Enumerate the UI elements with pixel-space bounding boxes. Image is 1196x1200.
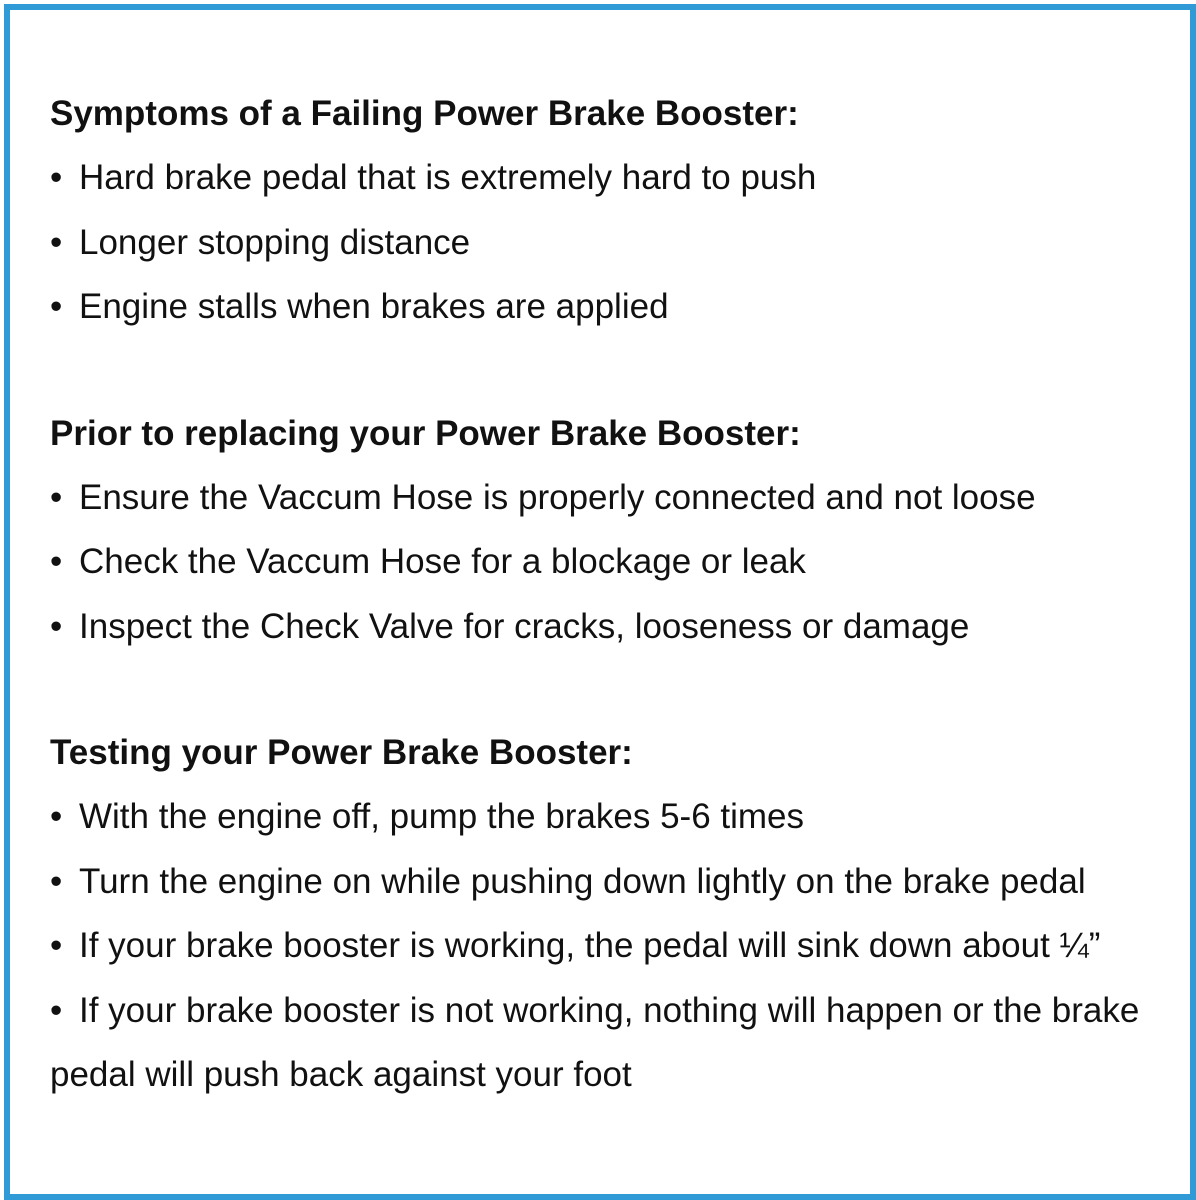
section-heading-symptoms: Symptoms of a Failing Power Brake Booster: (50, 94, 799, 133)
list-item-text: Check the Vaccum Hose for a blockage or leak (79, 542, 806, 581)
list-item-text: Ensure the Vaccum Hose is properly connected and not loose (79, 477, 1036, 517)
bullet-icon: • (50, 861, 63, 901)
list-item-text: Hard brake pedal that is extremely hard to push (79, 158, 817, 197)
info-card-frame (4, 4, 1196, 1200)
symptoms-list (50, 146, 1170, 340)
list-item-text: With the engine off, pump the brakes 5-6 times (79, 797, 805, 836)
list-item (50, 979, 1160, 1108)
section-symptoms (50, 82, 1170, 340)
bullet-icon: • (50, 606, 63, 646)
bullet-icon: • (50, 158, 63, 197)
bullet-icon: • (50, 222, 63, 262)
list-item (50, 914, 1170, 979)
list-item-text: If your brake booster is working, the pedal will sink down about ¼” (79, 926, 1101, 965)
list-item (50, 530, 1170, 595)
bullet-icon: • (50, 797, 63, 836)
list-item (50, 466, 1170, 531)
list-item-text: Engine stalls when brakes are applied (79, 287, 669, 326)
bullet-icon: • (50, 542, 63, 581)
list-item-text: Turn the engine on while pushing down lightly on the brake pedal (79, 861, 1086, 901)
list-item (50, 211, 1170, 276)
info-card-content (50, 82, 1170, 1108)
list-item-text: Longer stopping distance (79, 222, 471, 262)
testing-steps-list (50, 785, 1170, 1108)
list-item (50, 785, 1170, 850)
list-item (50, 146, 1170, 211)
prior-checks-list (50, 466, 1170, 660)
list-item (50, 275, 1170, 340)
bullet-icon: • (50, 990, 63, 1030)
section-testing (50, 721, 1170, 1108)
section-heading-testing: Testing your Power Brake Booster: (50, 733, 633, 772)
list-item (50, 595, 1170, 660)
bullet-icon: • (50, 477, 63, 517)
bullet-icon: • (50, 926, 63, 965)
section-heading-prior-to-replacing: Prior to replacing your Power Brake Booster: (50, 413, 801, 453)
list-item (50, 850, 1170, 915)
bullet-icon: • (50, 287, 63, 326)
list-item-text: If your brake booster is not working, nothing will happen or the brake pedal will push back against your foot (50, 990, 1140, 1094)
list-item-text: Inspect the Check Valve for cracks, looseness or damage (79, 606, 970, 646)
section-prior-to-replacing (50, 402, 1170, 660)
